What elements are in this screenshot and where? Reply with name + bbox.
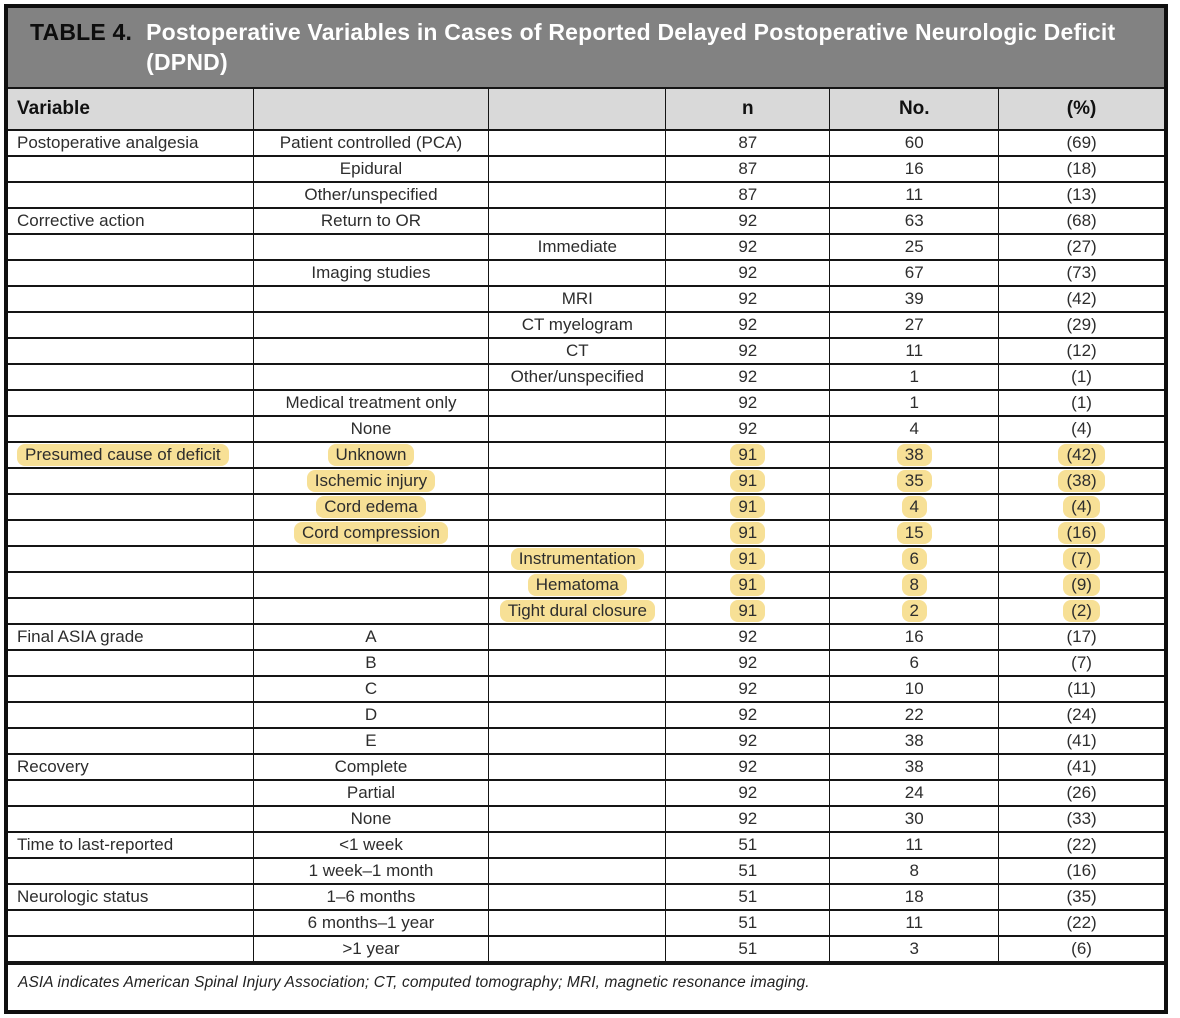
highlight-marker: 6 <box>902 548 927 570</box>
cell-sublevel1 <box>253 598 489 624</box>
highlight-marker: (2) <box>1063 600 1100 622</box>
cell-variable <box>8 728 253 754</box>
cell-variable <box>8 416 253 442</box>
cell-n: 92 <box>666 364 830 390</box>
cell-n: 92 <box>666 728 830 754</box>
cell-sublevel1: <1 week <box>253 832 489 858</box>
table-number-label: TABLE 4. <box>30 19 133 45</box>
cell-variable: Neurologic status <box>8 884 253 910</box>
table-row <box>8 312 1164 338</box>
cell-variable <box>8 676 253 702</box>
cell-no <box>830 494 999 520</box>
table-row <box>8 780 1164 806</box>
highlight-marker: Unknown <box>328 444 415 466</box>
highlight-marker: 4 <box>902 496 927 518</box>
cell-n: 92 <box>666 312 830 338</box>
cell-no: 8 <box>830 858 999 884</box>
cell-variable <box>8 156 253 182</box>
cell-sublevel1: D <box>253 702 489 728</box>
table-row <box>8 442 1164 468</box>
table-row <box>8 130 1164 156</box>
cell-pct: (27) <box>999 234 1164 260</box>
cell-sublevel2 <box>489 546 666 572</box>
cell-no: 11 <box>830 338 999 364</box>
cell-variable: Recovery <box>8 754 253 780</box>
highlight-marker: 91 <box>730 444 765 466</box>
cell-n: 92 <box>666 260 830 286</box>
cell-sublevel1: Other/unspecified <box>253 182 489 208</box>
table-title-bar <box>8 8 1164 87</box>
cell-no: 16 <box>830 624 999 650</box>
cell-sublevel2 <box>489 598 666 624</box>
cell-no: 16 <box>830 156 999 182</box>
cell-variable: Corrective action <box>8 208 253 234</box>
cell-no: 11 <box>830 910 999 936</box>
column-header-sub2 <box>489 88 666 130</box>
cell-sublevel2 <box>489 130 666 156</box>
cell-variable: Postoperative analgesia <box>8 130 253 156</box>
cell-n: 51 <box>666 858 830 884</box>
cell-sublevel2 <box>489 624 666 650</box>
cell-no: 18 <box>830 884 999 910</box>
cell-no: 11 <box>830 182 999 208</box>
cell-n: 87 <box>666 182 830 208</box>
cell-n: 92 <box>666 286 830 312</box>
cell-n: 92 <box>666 208 830 234</box>
highlight-marker: 2 <box>902 600 927 622</box>
cell-n: 51 <box>666 832 830 858</box>
table-header-row <box>8 88 1164 130</box>
cell-sublevel1 <box>253 546 489 572</box>
table-row <box>8 806 1164 832</box>
cell-sublevel2 <box>489 806 666 832</box>
cell-n <box>666 468 830 494</box>
cell-pct <box>999 546 1164 572</box>
cell-sublevel1: Return to OR <box>253 208 489 234</box>
table-row <box>8 624 1164 650</box>
cell-sublevel2 <box>489 884 666 910</box>
table-title <box>146 17 1115 77</box>
cell-sublevel2 <box>489 416 666 442</box>
cell-no: 60 <box>830 130 999 156</box>
cell-sublevel1: 1–6 months <box>253 884 489 910</box>
cell-pct: (33) <box>999 806 1164 832</box>
cell-sublevel1 <box>253 312 489 338</box>
table-title-line1: Postoperative Variables in Cases of Reported Delayed Postoperative Neurologic Deficit <box>146 19 1116 45</box>
table-row <box>8 728 1164 754</box>
cell-variable <box>8 494 253 520</box>
cell-n: 92 <box>666 676 830 702</box>
highlight-marker: Presumed cause of deficit <box>17 444 229 466</box>
table-row <box>8 572 1164 598</box>
table-row <box>8 156 1164 182</box>
cell-no: 27 <box>830 312 999 338</box>
cell-variable <box>8 442 253 468</box>
highlight-marker: 15 <box>897 522 932 544</box>
cell-n: 92 <box>666 780 830 806</box>
cell-pct: (29) <box>999 312 1164 338</box>
cell-sublevel2 <box>489 156 666 182</box>
table-row <box>8 234 1164 260</box>
highlight-marker: (16) <box>1058 522 1104 544</box>
cell-no: 25 <box>830 234 999 260</box>
cell-sublevel1: 6 months–1 year <box>253 910 489 936</box>
cell-variable <box>8 780 253 806</box>
table-row <box>8 208 1164 234</box>
cell-pct: (73) <box>999 260 1164 286</box>
cell-n: 92 <box>666 390 830 416</box>
cell-variable <box>8 468 253 494</box>
cell-n: 87 <box>666 130 830 156</box>
cell-sublevel1 <box>253 520 489 546</box>
cell-sublevel1 <box>253 442 489 468</box>
cell-variable <box>8 390 253 416</box>
cell-sublevel2: Other/unspecified <box>489 364 666 390</box>
highlight-marker: (9) <box>1063 574 1100 596</box>
cell-variable <box>8 312 253 338</box>
table-row <box>8 702 1164 728</box>
cell-no: 1 <box>830 364 999 390</box>
cell-n <box>666 442 830 468</box>
table-row <box>8 676 1164 702</box>
column-header-variable: Variable <box>8 88 253 130</box>
cell-sublevel2 <box>489 702 666 728</box>
cell-sublevel2: CT myelogram <box>489 312 666 338</box>
cell-no: 24 <box>830 780 999 806</box>
cell-no: 67 <box>830 260 999 286</box>
cell-sublevel1: Patient controlled (PCA) <box>253 130 489 156</box>
highlight-marker: (42) <box>1058 444 1104 466</box>
cell-sublevel2 <box>489 858 666 884</box>
cell-sublevel1: None <box>253 416 489 442</box>
table-row <box>8 520 1164 546</box>
cell-pct: (35) <box>999 884 1164 910</box>
cell-sublevel1 <box>253 468 489 494</box>
cell-sublevel2 <box>489 260 666 286</box>
cell-sublevel1: C <box>253 676 489 702</box>
cell-sublevel2 <box>489 754 666 780</box>
cell-variable <box>8 286 253 312</box>
cell-variable <box>8 546 253 572</box>
cell-variable <box>8 364 253 390</box>
cell-pct: (69) <box>999 130 1164 156</box>
cell-pct: (68) <box>999 208 1164 234</box>
cell-sublevel2: MRI <box>489 286 666 312</box>
cell-n: 92 <box>666 416 830 442</box>
cell-no: 4 <box>830 416 999 442</box>
cell-pct: (24) <box>999 702 1164 728</box>
cell-pct: (4) <box>999 416 1164 442</box>
cell-n: 92 <box>666 650 830 676</box>
highlight-marker: 91 <box>730 470 765 492</box>
cell-sublevel2 <box>489 208 666 234</box>
table-row <box>8 936 1164 962</box>
cell-sublevel1: >1 year <box>253 936 489 962</box>
cell-variable <box>8 182 253 208</box>
cell-pct <box>999 520 1164 546</box>
cell-sublevel1: A <box>253 624 489 650</box>
table-row <box>8 884 1164 910</box>
highlight-marker: Tight dural closure <box>500 600 655 622</box>
column-header-pct: (%) <box>999 88 1164 130</box>
cell-pct: (13) <box>999 182 1164 208</box>
table-row <box>8 546 1164 572</box>
cell-n: 92 <box>666 806 830 832</box>
highlight-marker: Cord compression <box>294 522 448 544</box>
highlight-marker: 8 <box>902 574 927 596</box>
table-row <box>8 416 1164 442</box>
cell-n: 51 <box>666 936 830 962</box>
cell-no <box>830 520 999 546</box>
cell-variable <box>8 910 253 936</box>
cell-sublevel2 <box>489 650 666 676</box>
cell-no <box>830 598 999 624</box>
table-row <box>8 650 1164 676</box>
cell-no: 63 <box>830 208 999 234</box>
cell-pct <box>999 442 1164 468</box>
highlight-marker: Hematoma <box>528 574 627 596</box>
cell-no: 10 <box>830 676 999 702</box>
cell-variable <box>8 702 253 728</box>
cell-variable: Time to last-reported <box>8 832 253 858</box>
cell-no <box>830 546 999 572</box>
cell-variable <box>8 858 253 884</box>
cell-sublevel2 <box>489 832 666 858</box>
cell-variable <box>8 260 253 286</box>
highlight-marker: 35 <box>897 470 932 492</box>
cell-pct: (1) <box>999 390 1164 416</box>
cell-variable <box>8 338 253 364</box>
highlight-marker: (4) <box>1063 496 1100 518</box>
highlight-marker: 91 <box>730 522 765 544</box>
cell-variable <box>8 650 253 676</box>
cell-pct <box>999 494 1164 520</box>
cell-no <box>830 468 999 494</box>
cell-sublevel1: B <box>253 650 489 676</box>
cell-sublevel1: 1 week–1 month <box>253 858 489 884</box>
cell-sublevel1 <box>253 286 489 312</box>
cell-sublevel2 <box>489 468 666 494</box>
table-row <box>8 598 1164 624</box>
cell-no: 39 <box>830 286 999 312</box>
highlight-marker: (7) <box>1063 548 1100 570</box>
cell-n: 92 <box>666 624 830 650</box>
cell-pct: (12) <box>999 338 1164 364</box>
highlight-marker: 91 <box>730 496 765 518</box>
table-title-line2: (DPND) <box>146 49 228 75</box>
cell-n: 51 <box>666 884 830 910</box>
cell-sublevel1 <box>253 338 489 364</box>
cell-variable <box>8 520 253 546</box>
cell-n <box>666 598 830 624</box>
data-table <box>8 87 1164 963</box>
cell-pct: (17) <box>999 624 1164 650</box>
cell-pct: (26) <box>999 780 1164 806</box>
column-header-sub1 <box>253 88 489 130</box>
cell-pct: (7) <box>999 650 1164 676</box>
table-row <box>8 390 1164 416</box>
table-row <box>8 182 1164 208</box>
cell-n: 92 <box>666 702 830 728</box>
cell-sublevel2 <box>489 936 666 962</box>
cell-sublevel1: Complete <box>253 754 489 780</box>
cell-sublevel1 <box>253 572 489 598</box>
cell-no: 38 <box>830 728 999 754</box>
cell-pct: (41) <box>999 754 1164 780</box>
table-row <box>8 754 1164 780</box>
postoperative-variables-table <box>4 4 1168 1014</box>
column-header-no: No. <box>830 88 999 130</box>
cell-sublevel2 <box>489 390 666 416</box>
column-header-n: n <box>666 88 830 130</box>
cell-sublevel1: Medical treatment only <box>253 390 489 416</box>
cell-n: 92 <box>666 338 830 364</box>
cell-pct: (1) <box>999 364 1164 390</box>
highlight-marker: 38 <box>897 444 932 466</box>
cell-pct: (16) <box>999 858 1164 884</box>
cell-sublevel2 <box>489 442 666 468</box>
cell-sublevel1 <box>253 364 489 390</box>
cell-sublevel1: Imaging studies <box>253 260 489 286</box>
cell-sublevel2: CT <box>489 338 666 364</box>
cell-n <box>666 546 830 572</box>
cell-sublevel2 <box>489 494 666 520</box>
cell-no: 6 <box>830 650 999 676</box>
cell-n: 87 <box>666 156 830 182</box>
cell-variable: Final ASIA grade <box>8 624 253 650</box>
cell-pct <box>999 572 1164 598</box>
highlight-marker: Ischemic injury <box>307 470 435 492</box>
cell-pct: (22) <box>999 832 1164 858</box>
cell-variable <box>8 598 253 624</box>
table-row <box>8 832 1164 858</box>
cell-sublevel2 <box>489 780 666 806</box>
cell-n: 92 <box>666 754 830 780</box>
cell-pct <box>999 598 1164 624</box>
highlight-marker: 91 <box>730 574 765 596</box>
table-row <box>8 260 1164 286</box>
cell-no: 38 <box>830 754 999 780</box>
cell-sublevel2 <box>489 676 666 702</box>
table-row <box>8 286 1164 312</box>
cell-no: 11 <box>830 832 999 858</box>
cell-pct: (41) <box>999 728 1164 754</box>
cell-sublevel2 <box>489 182 666 208</box>
cell-no: 3 <box>830 936 999 962</box>
cell-sublevel1: Partial <box>253 780 489 806</box>
highlight-marker: Instrumentation <box>511 548 644 570</box>
cell-pct: (22) <box>999 910 1164 936</box>
cell-n <box>666 494 830 520</box>
cell-pct: (11) <box>999 676 1164 702</box>
table-row <box>8 910 1164 936</box>
cell-sublevel2 <box>489 572 666 598</box>
cell-sublevel2: Immediate <box>489 234 666 260</box>
cell-variable <box>8 936 253 962</box>
highlight-marker: 91 <box>730 600 765 622</box>
highlight-marker: (38) <box>1058 470 1104 492</box>
cell-no: 22 <box>830 702 999 728</box>
table-footnote: ASIA indicates American Spinal Injury Association; CT, computed tomography; MRI, magnetic resonance imaging. <box>8 963 1164 1010</box>
cell-pct: (18) <box>999 156 1164 182</box>
cell-n: 92 <box>666 234 830 260</box>
cell-n <box>666 572 830 598</box>
table-body <box>8 130 1164 962</box>
cell-n <box>666 520 830 546</box>
cell-sublevel1 <box>253 234 489 260</box>
cell-sublevel2 <box>489 520 666 546</box>
cell-sublevel1: None <box>253 806 489 832</box>
cell-sublevel1 <box>253 494 489 520</box>
cell-variable <box>8 572 253 598</box>
cell-no: 30 <box>830 806 999 832</box>
cell-pct: (6) <box>999 936 1164 962</box>
cell-sublevel2 <box>489 910 666 936</box>
cell-sublevel1: E <box>253 728 489 754</box>
table-row <box>8 858 1164 884</box>
cell-no <box>830 572 999 598</box>
table-row <box>8 338 1164 364</box>
highlight-marker: Cord edema <box>316 496 426 518</box>
highlight-marker: 91 <box>730 548 765 570</box>
cell-pct <box>999 468 1164 494</box>
table-row <box>8 364 1164 390</box>
cell-sublevel1: Epidural <box>253 156 489 182</box>
table-row <box>8 494 1164 520</box>
cell-n: 51 <box>666 910 830 936</box>
table-row <box>8 468 1164 494</box>
cell-no <box>830 442 999 468</box>
cell-no: 1 <box>830 390 999 416</box>
cell-variable <box>8 806 253 832</box>
cell-pct: (42) <box>999 286 1164 312</box>
cell-variable <box>8 234 253 260</box>
cell-sublevel2 <box>489 728 666 754</box>
